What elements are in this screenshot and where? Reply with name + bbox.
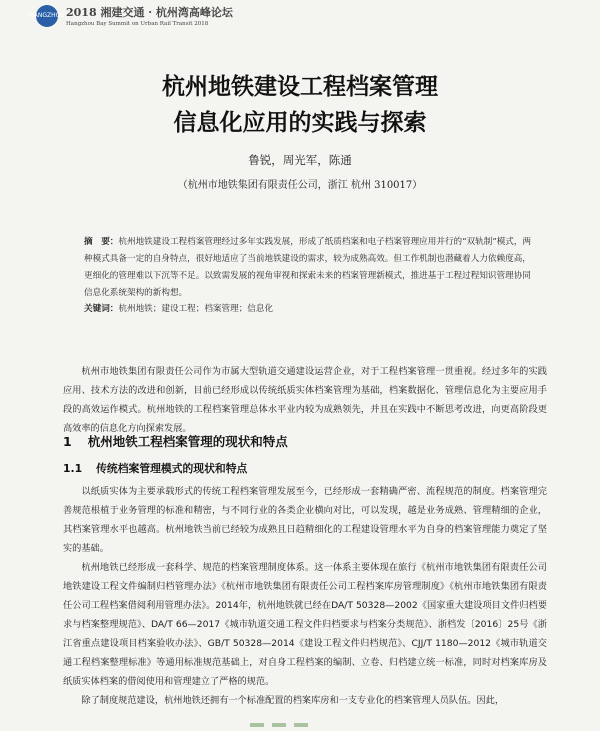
section-heading-1 bbox=[63, 432, 288, 450]
body-paragraph-2: 以纸质实体为主要承载形式的传统工程档案管理发展至今，已经形成一套精确严密、流程规范的制度。档案管理完善规范根植于业务管理的标准和精密，与不同行业的各类企业横向对比，可以发现，越是业务成熟、管理精细的企业，其档案管理水平也越高。杭州地铁当前已经较为成熟且日趋精细化的工程建设管理水平为自身的档案管理能力奠定了坚实的基础。 bbox=[63, 486, 547, 554]
conference-name-en: Hangzhou Bay Summit on Urban Rail Transit 2018 bbox=[66, 21, 209, 27]
subsection-heading-1-1 bbox=[63, 461, 247, 476]
abstract bbox=[84, 234, 534, 302]
subsection-title: 传统档案管理模式的现状和特点 bbox=[96, 462, 248, 475]
keywords bbox=[84, 302, 273, 314]
section-number: 1 bbox=[63, 434, 72, 449]
footer-decoration bbox=[250, 712, 340, 718]
body-paragraph-4: 除了制度规范建设，杭州地铁还拥有一个标准配置的档案库房和一支专业化的档案管理人员队伍。因此， bbox=[81, 695, 505, 706]
authors: 鲁锐，周光军，陈通 bbox=[248, 153, 352, 167]
conference-name-cn: 2018 湘建交通 · 杭州湾高峰论坛 bbox=[66, 6, 233, 19]
keywords-text: 杭州地铁；建设工程；档案管理；信息化 bbox=[118, 304, 274, 314]
body-paragraph-3: 杭州地铁已经形成一套科学、规范的档案管理制度体系。这一体系主要体现在旅行《杭州市地铁集团有限责任公司地铁建设工程文件编制归档管理办法》《杭州市地铁集团有限责任公司工程档案库房管理制度》《杭州市地铁集团有限责任公司工程档案借阅利用管理办法》。2014年，杭州地铁就已经在DA/T 50328—2002《国家重大建设项目文件归档要求与档案整理规范》、DA/T 66—2017《城市轨道交通工程文件归档要求与档案分类规范》、浙档发〔2016〕25号《浙江省重点建设项目档案验收办法》、GB/T 50328—2014《建设工程文件归档规范》、CJJ/T 1180—2012《城市轨道交通工程档案整理标准》等通用标准规范基础上，对自身工程档案的编制、立卷、归档建立统一标准，同时对档案库房及纸质实体档案的借阅使用和管理建立了严格的规范。 bbox=[63, 562, 547, 687]
abstract-label: 摘 要： bbox=[84, 237, 119, 247]
section-title: 杭州地铁工程档案管理的现状和特点 bbox=[87, 434, 288, 449]
intro-paragraph: 杭州市地铁集团有限责任公司作为市属大型轨道交通建设运营企业，对于工程档案管理一贯重视。经过多年的实践应用、技术方法的改进和创新，目前已经形成以传统纸质实体档案管理为基础，档案数据化、管理信息化为主要应用手段的高效运作模式。杭州地铁的工程档案管理总体水平业内较为成熟领先，并且在实践中不断思考改进，向更高阶段更高效率的信息化方向探索发展。 bbox=[63, 366, 547, 434]
conference-logo: HANGZHOU bbox=[36, 5, 58, 27]
abstract-text: 杭州地铁建设工程档案管理经过多年实践发展，形成了纸质档案和电子档案管理应用并行的“双轨制”模式，两种模式具备一定的自身特点，很好地适应了当前地铁建设的需求，较为成熟高效。但工作机制也潜藏着人力依赖度高，更细化的管理难以下沉等不足。以致需发展的视角审视和探索未来的档案管理新模式，推进基于工程过程知识管理协同信息化系统架构的新构想。 bbox=[84, 237, 532, 298]
affiliation: （杭州市地铁集团有限责任公司，浙江 杭州 310017） bbox=[177, 180, 423, 191]
paper-title-line-2: 信息化应用的实践与探索 bbox=[173, 110, 427, 136]
keywords-label: 关键词： bbox=[84, 304, 119, 314]
subsection-number: 1.1 bbox=[63, 462, 83, 475]
conference-header bbox=[29, 4, 233, 27]
paper-title-line-1: 杭州地铁建设工程档案管理 bbox=[162, 74, 438, 100]
